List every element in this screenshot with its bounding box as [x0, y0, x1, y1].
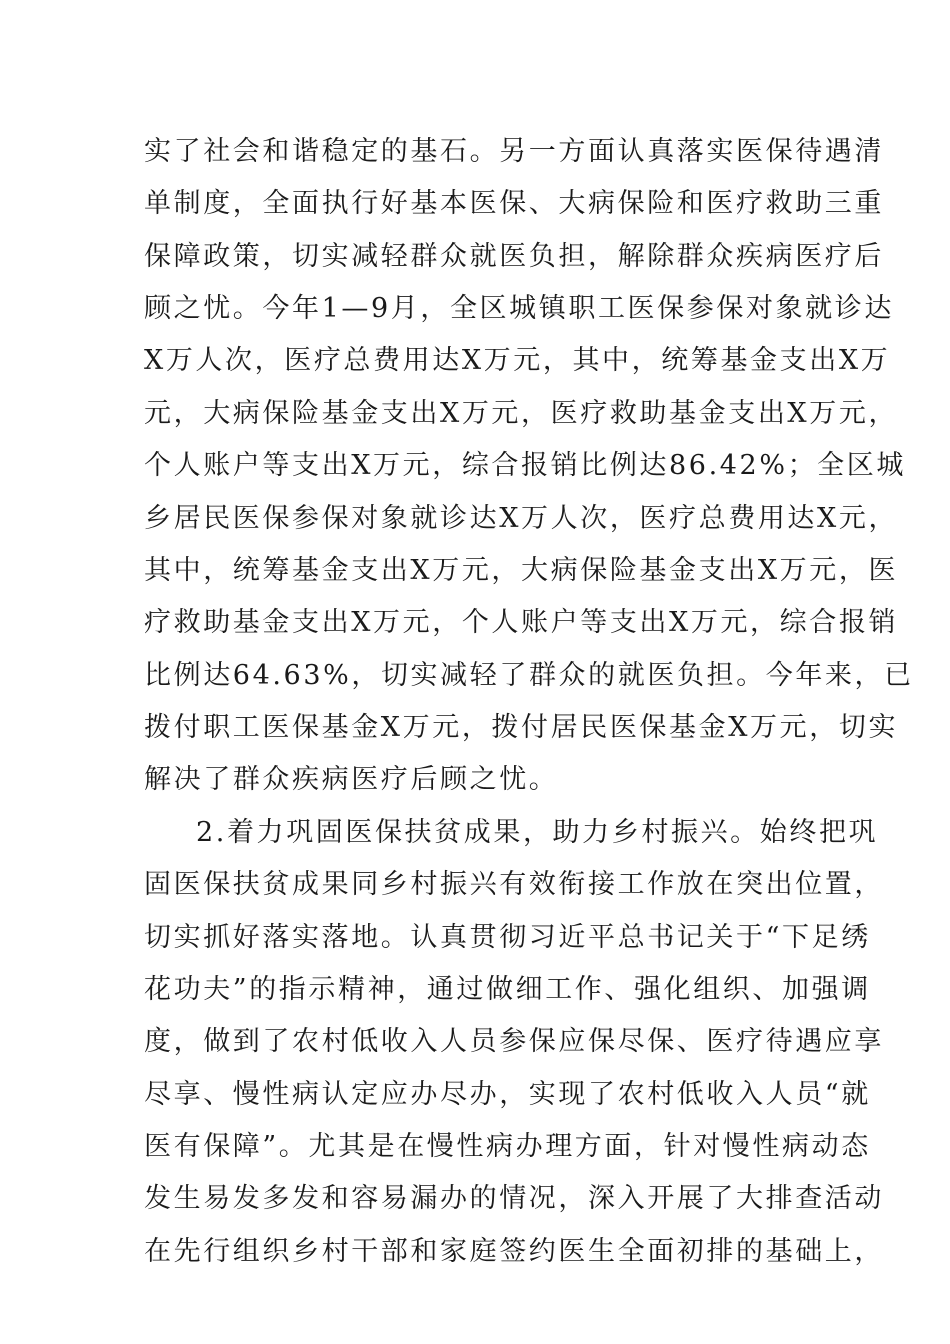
text-line: 花功夫”的指示精神，通过做细工作、强化组织、加强调 [144, 974, 871, 1005]
text-line: 乡居民医保参保对象就诊达X万人次，医疗总费用达X元， [144, 503, 899, 534]
text-line: 比例达64.63%，切实减轻了群众的就医负担。今年来，已 [144, 660, 914, 691]
text-line: 个人账户等支出X万元，综合报销比例达86.42%；全区城 [144, 450, 906, 481]
text-line: 拨付职工医保基金X万元，拨付居民医保基金X万元，切实 [144, 712, 899, 743]
text-line: X万人次，医疗总费用达X万元，其中，统筹基金支出X万 [144, 345, 891, 376]
text-line: 发生易发多发和容易漏办的情况，深入开展了大排查活动 [144, 1183, 884, 1214]
text-line: 单制度，全面执行好基本医保、大病保险和医疗救助三重 [144, 188, 884, 219]
text-line: 其中，统筹基金支出X万元，大病保险基金支出X万元，医 [144, 555, 899, 586]
text-line: 解决了群众疾病医疗后顾之忧。 [144, 764, 559, 795]
text-line: 疗救助基金支出X万元，个人账户等支出X万元，综合报销 [144, 607, 899, 638]
text-line: 切实抓好落实落地。认真贯彻习近平总书记关于“下足绣 [144, 922, 871, 953]
text-line: 医有保障”。尤其是在慢性病办理方面，针对慢性病动态 [144, 1131, 871, 1162]
section-heading-line: 2.着力巩固医保扶贫成果，助力乡村振兴。始终把巩 [196, 817, 879, 848]
text-line: 尽享、慢性病认定应办尽办，实现了农村低收入人员“就 [144, 1079, 871, 1110]
text-line: 实了社会和谐稳定的基石。另一方面认真落实医保待遇清 [144, 136, 884, 167]
text-line: 度，做到了农村低收入人员参保应保尽保、医疗待遇应享 [144, 1026, 884, 1057]
text-line: 保障政策，切实减轻群众就医负担，解除群众疾病医疗后 [144, 241, 884, 272]
text-line: 元，大病保险基金支出X万元，医疗救助基金支出X万元， [144, 398, 899, 429]
text-line: 在先行组织乡村干部和家庭签约医生全面初排的基础上， [144, 1236, 884, 1267]
text-line: 顾之忧。今年1—9月，全区城镇职工医保参保对象就诊达 [144, 293, 894, 324]
text-line: 固医保扶贫成果同乡村振兴有效衔接工作放在突出位置， [144, 869, 884, 900]
